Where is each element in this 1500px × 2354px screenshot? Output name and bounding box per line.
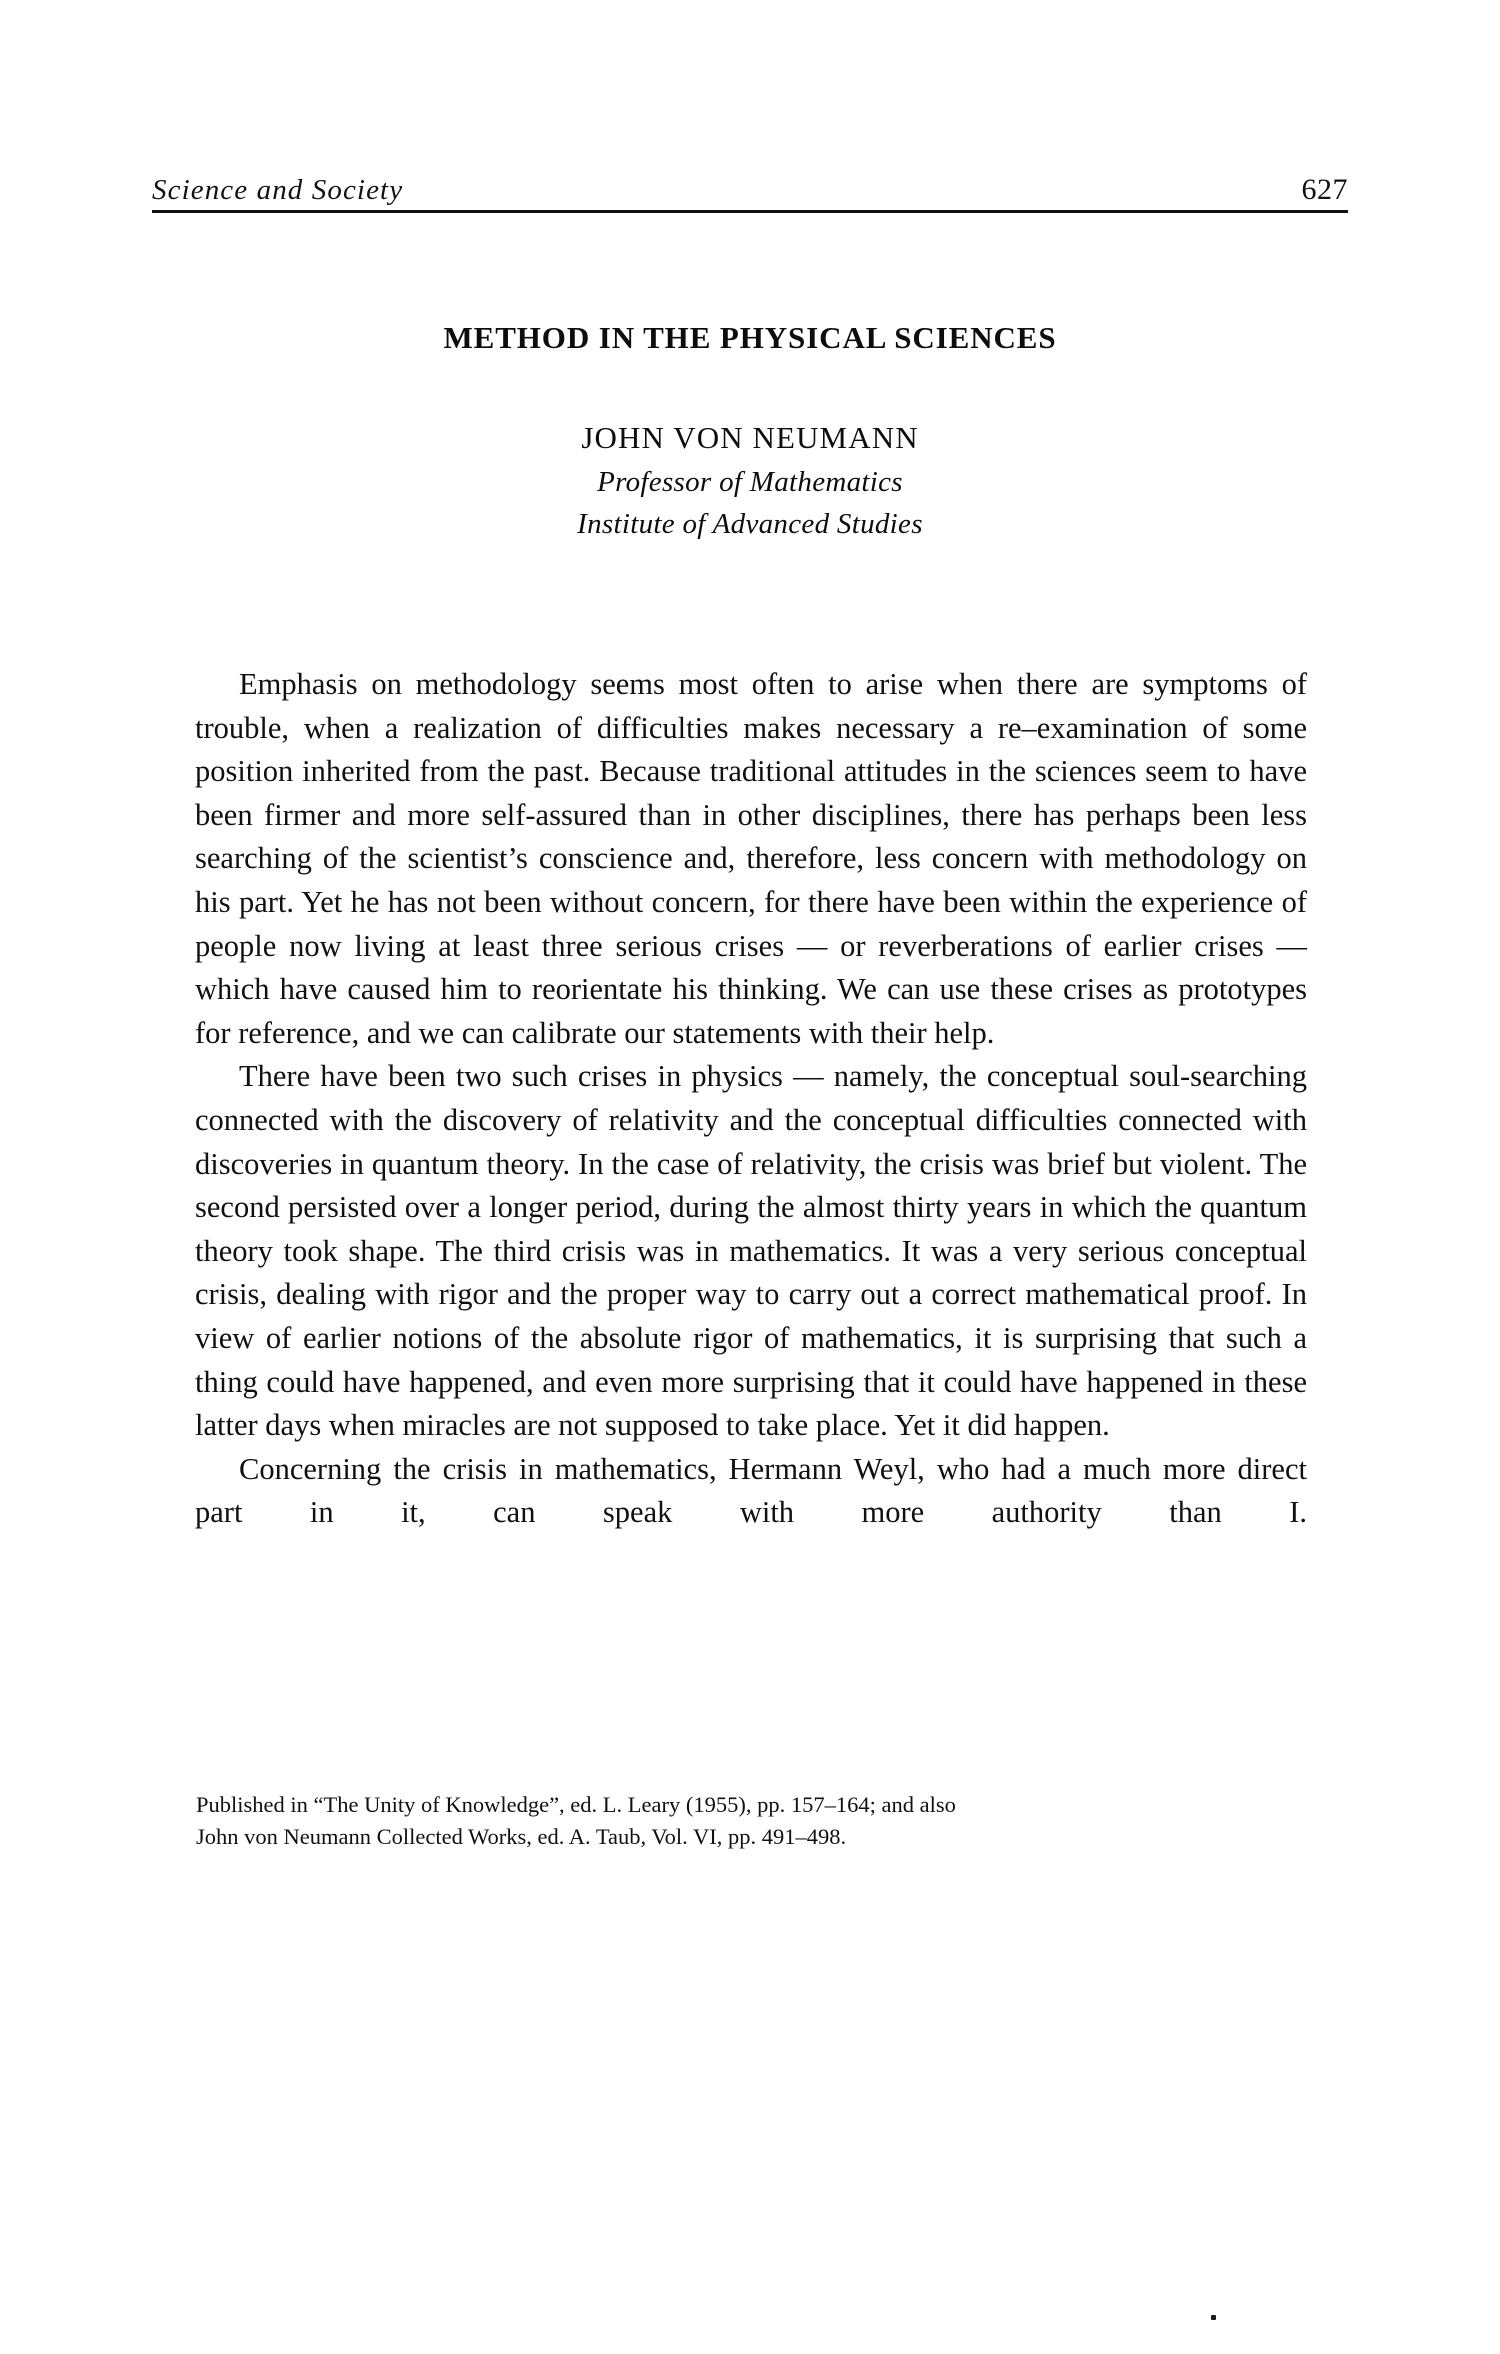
article-title: METHOD IN THE PHYSICAL SCIENCES — [443, 320, 1057, 355]
scan-artifact-speck — [1211, 2315, 1216, 2320]
running-head — [152, 158, 1348, 213]
article-body — [195, 663, 1307, 1578]
body-paragraph-3: Concerning the crisis in mathematics, Hermann Weyl, who had a much more direct part in it, can speak with more authority than I. — [195, 1451, 1307, 1530]
body-paragraph-1: Emphasis on methodology seems most often to arise when there are symptoms of trouble, when a realization of difficulties makes necessary a re–examination of some position inherited from the past. Because traditional attitudes in the sciences seem to have been firmer and more self-assured than in other disciplines, there has perhaps been less searching of the scientist’s conscience and, therefore, less concern with methodology on his part. Yet he has not been without concern, for there have been within the experience of people now living at least three serious crises — or reverberations of earlier crises — which have caused him to reorientate his thinking. We can use these crises as prototypes for reference, and we can calibrate our statements with their help. — [195, 667, 1307, 1050]
page-number: 627 — [1301, 173, 1348, 206]
author-affiliation-title: Professor of Mathematics — [597, 466, 903, 498]
byline — [150, 415, 1350, 545]
footnote-line-1: Published in “The Unity of Knowledge”, ed. L. Leary (1955), pp. 157–164; and also — [196, 1792, 956, 1817]
footnote-line-2: John von Neumann Collected Works, ed. A. Taub, Vol. VI, pp. 491–498. — [196, 1824, 847, 1849]
author-affiliation-institution: Institute of Advanced Studies — [577, 508, 923, 540]
publication-footnote — [196, 1789, 1216, 1853]
body-paragraph-2: There have been two such crises in physics — namely, the conceptual soul-searching connected with the discovery of relativity and the conceptual difficulties connected with discoveries in quantum theory. In the case of relativity, the crisis was brief but violent. The second persisted over a longer period, during the almost thirty years in which the quantum theory took shape. The third crisis was in mathematics. It was a very serious conceptual crisis, dealing with rigor and the proper way to carry out a correct mathematical proof. In view of earlier notions of the absolute rigor of mathematics, it is surprising that such a thing could have happened, and even more surprising that it could have happened in these latter days when miracles are not supposed to take place. Yet it did happen. — [195, 1059, 1307, 1443]
author-name: JOHN VON NEUMANN — [581, 420, 919, 455]
running-head-journal-title: Science and Society — [152, 174, 404, 206]
